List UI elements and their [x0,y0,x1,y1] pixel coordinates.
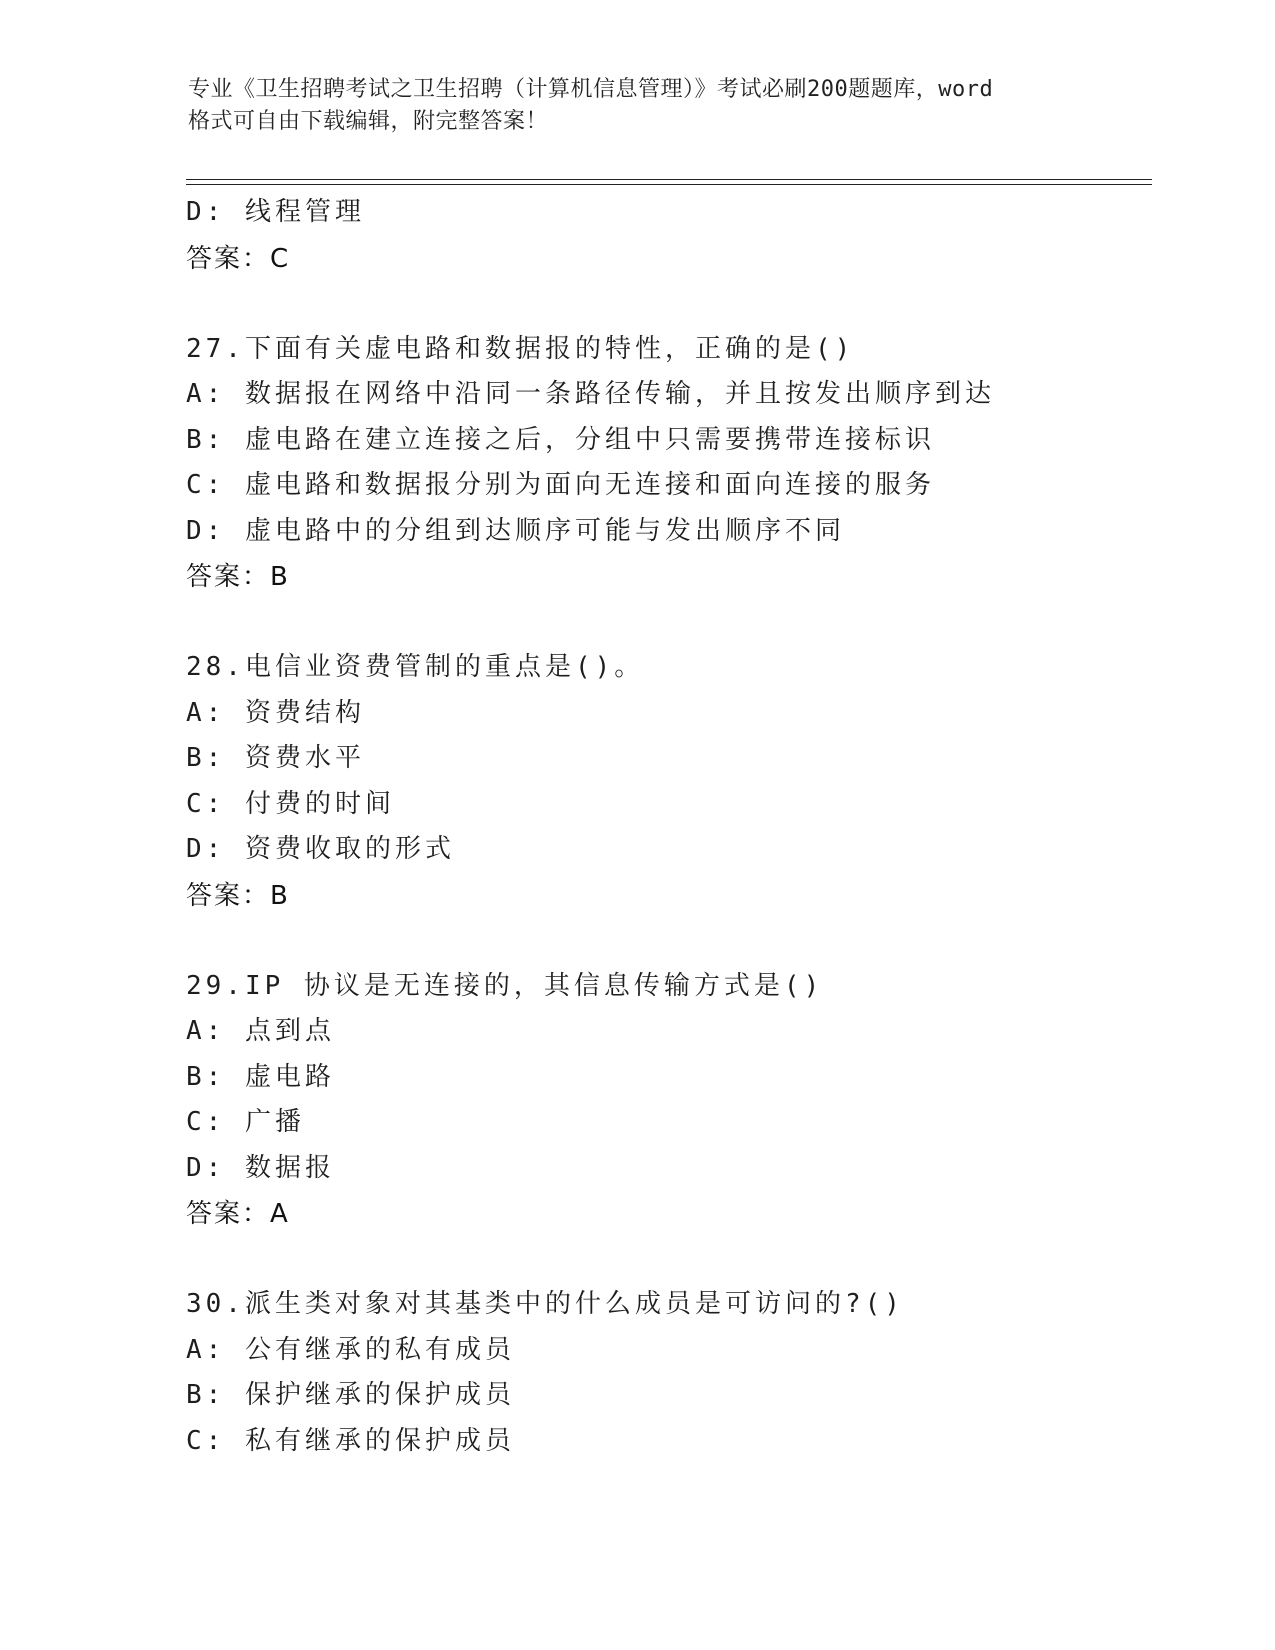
question-30 [186,1282,1146,1464]
header-rule-top [186,179,1152,180]
answer-line: 答案：A [186,1199,290,1229]
option-b: B: 虚电路在建立连接之后，分组中只需要携带连接标识 [186,424,935,455]
question-stem: 28.电信业资费管制的重点是()。 [186,652,645,682]
option-d: D: 数据报 [186,1152,335,1183]
question-26-tail [186,190,1146,282]
question-27 [186,327,1146,601]
header-line-2: 格式可自由下载编辑，附完整答案！ [188,109,549,134]
document-header [188,74,1088,138]
option-c: C: 广播 [186,1107,305,1137]
option-a: A: 点到点 [186,1016,335,1046]
question-stem: 29.IP 协议是无连接的，其信息传输方式是() [186,970,824,1001]
answer-line: 答案：B [186,880,290,911]
option-c: C: 付费的时间 [186,788,395,819]
option-c: C: 私有继承的保护成员 [186,1425,515,1456]
answer-line: 答案：B [186,562,290,592]
option-d: D: 资费收取的形式 [186,834,455,864]
option-b: B: 资费水平 [186,743,365,773]
question-stem: 30.派生类对象对其基类中的什么成员是可访问的?() [186,1289,904,1319]
option-b: B: 保护继承的保护成员 [186,1380,515,1410]
option-d: D: 虚电路中的分组到达顺序可能与发出顺序不同 [186,515,845,546]
option-a: A: 数据报在网络中沿同一条路径传输，并且按发出顺序到达 [186,379,995,409]
question-list [186,190,1146,1464]
question-stem: 27.下面有关虚电路和数据报的特性，正确的是() [186,333,855,364]
option-d: D: 线程管理 [186,197,365,227]
header-rule-bottom [186,184,1152,185]
answer-line: 答案：C [186,243,291,274]
option-a: A: 公有继承的私有成员 [186,1334,515,1365]
option-b: B: 虚电路 [186,1061,335,1092]
option-a: A: 资费结构 [186,697,365,728]
option-c: C: 虚电路和数据报分别为面向无连接和面向连接的服务 [186,470,935,500]
header-line-1: 专业《卫生招聘考试之卫生招聘（计算机信息管理）》考试必刷200题题库，word [188,77,994,102]
question-29 [186,964,1146,1238]
question-28 [186,645,1146,919]
